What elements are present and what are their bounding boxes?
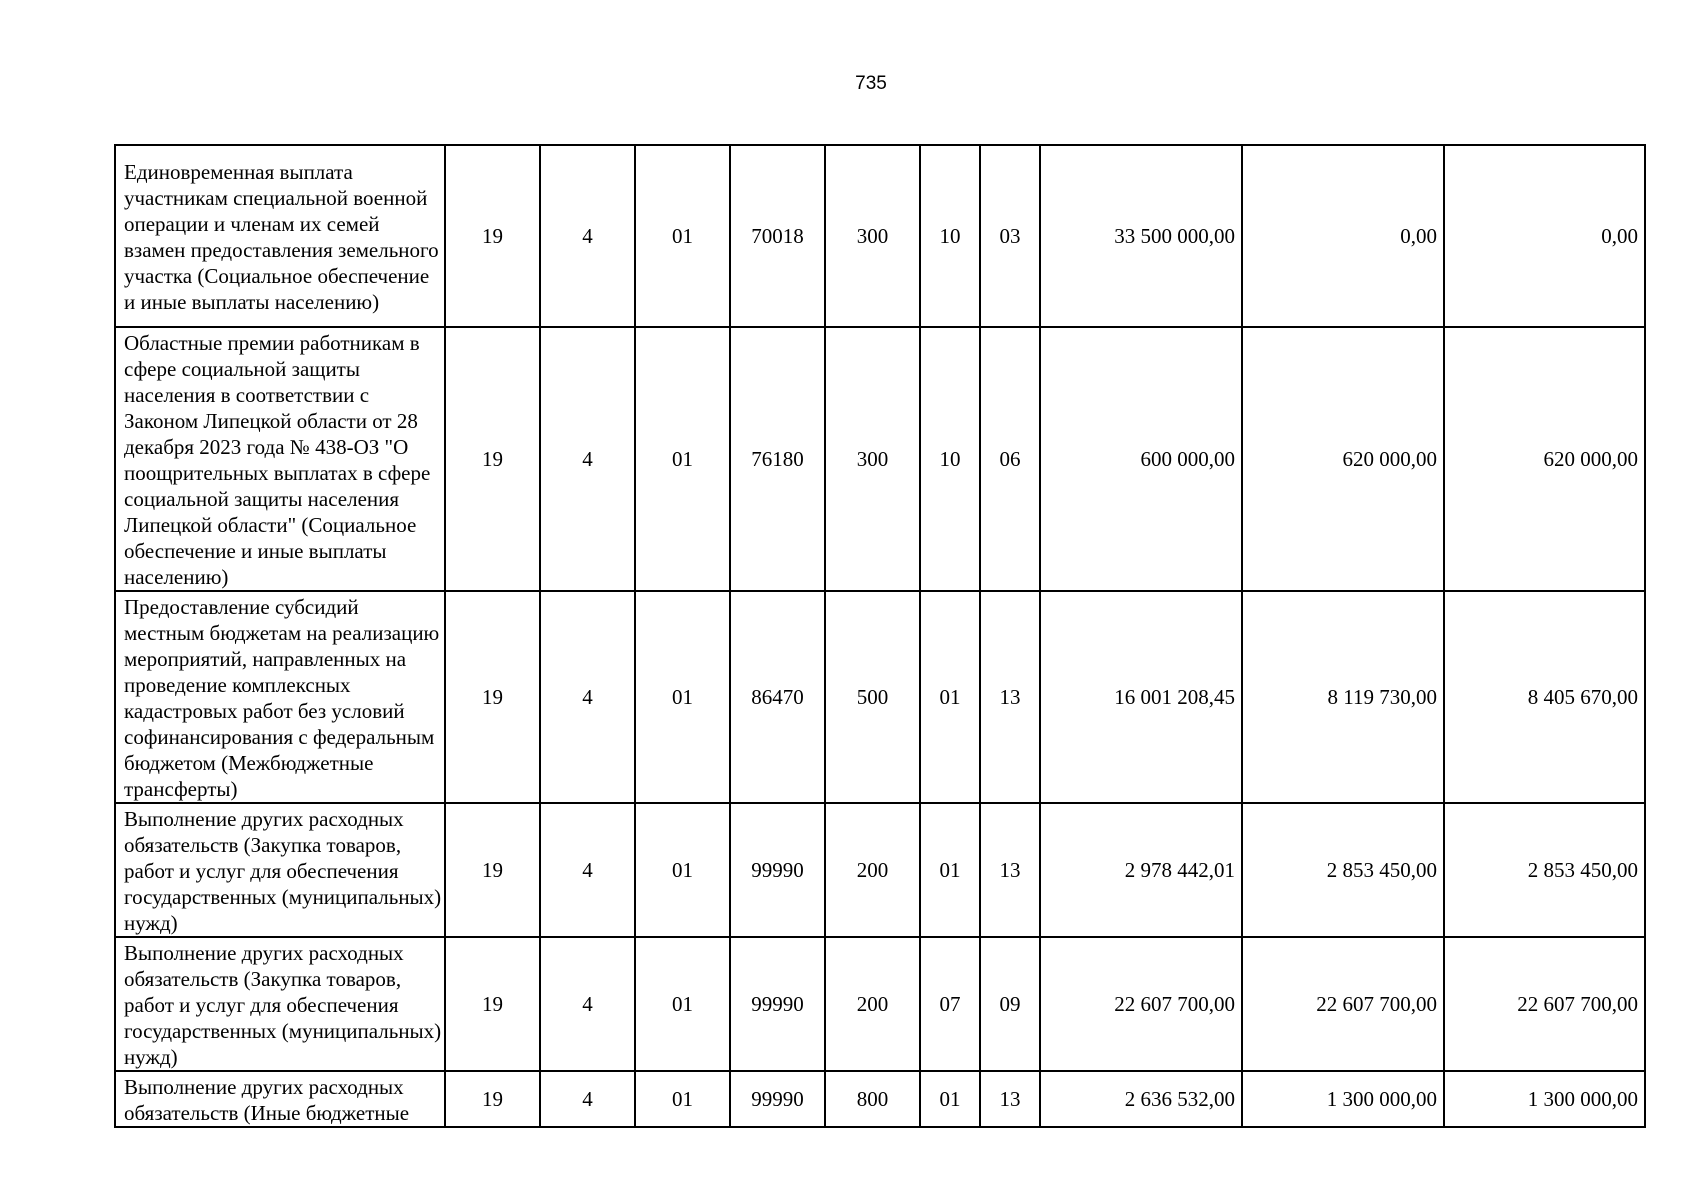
amount-year-3: 620 000,00 [1444,327,1645,591]
amount-year-2: 2 853 450,00 [1242,803,1444,937]
section-code: 10 [920,327,980,591]
table-row [115,803,1645,937]
expense-type-code: 800 [825,1071,920,1127]
row-description: Предоставление субсидий местным бюджетам на реализацию мероприятий, направленных на проведение комплексных кадастровых работ без условий софинансирования с федеральным бюджетом (Межбюджетные трансферты) [115,591,445,803]
amount-year-1: 2 978 442,01 [1040,803,1242,937]
event-code: 01 [635,327,730,591]
table-row [115,937,1645,1071]
row-description: Выполнение других расходных обязательств (Закупка товаров, работ и услуг для обеспечения государственных (муниципальных) нужд) [115,803,445,937]
subsection-code: 06 [980,327,1040,591]
event-code: 01 [635,803,730,937]
amount-year-1: 16 001 208,45 [1040,591,1242,803]
direction-code: 70018 [730,145,825,327]
direction-code: 86470 [730,591,825,803]
amount-year-1: 33 500 000,00 [1040,145,1242,327]
amount-year-3: 22 607 700,00 [1444,937,1645,1071]
amount-year-2: 8 119 730,00 [1242,591,1444,803]
subprogram-code: 4 [540,591,635,803]
amount-year-2: 1 300 000,00 [1242,1071,1444,1127]
subprogram-code: 4 [540,937,635,1071]
amount-year-2: 620 000,00 [1242,327,1444,591]
subprogram-code: 4 [540,1071,635,1127]
subsection-code: 13 [980,1071,1040,1127]
subprogram-code: 4 [540,803,635,937]
expense-type-code: 300 [825,327,920,591]
amount-year-3: 8 405 670,00 [1444,591,1645,803]
subsection-code: 09 [980,937,1040,1071]
event-code: 01 [635,145,730,327]
table-row [115,327,1645,591]
amount-year-1: 600 000,00 [1040,327,1242,591]
table-row [115,1071,1645,1127]
amount-year-2: 22 607 700,00 [1242,937,1444,1071]
row-description: Областные премии работникам в сфере социальной защиты населения в соответствии с Законом Липецкой области от 28 декабря 2023 года № 438-ОЗ "О поощрительных выплатах в сфере социальной защиты населения Липецкой области" (Социальное обеспечение и иные выплаты населению) [115,327,445,591]
program-code: 19 [445,327,540,591]
event-code: 01 [635,937,730,1071]
page-number: 735 [855,73,887,94]
event-code: 01 [635,591,730,803]
section-code: 10 [920,145,980,327]
program-code: 19 [445,1071,540,1127]
row-description: Выполнение других расходных обязательств (Иные бюджетные [115,1071,445,1127]
event-code: 01 [635,1071,730,1127]
table-row [115,145,1645,327]
direction-code: 99990 [730,803,825,937]
section-code: 01 [920,803,980,937]
row-description: Единовременная выплата участникам специальной военной операции и членам их семей взамен предоставления земельного участка (Социальное обеспечение и иные выплаты населению) [115,145,445,327]
subsection-code: 13 [980,591,1040,803]
section-code: 01 [920,1071,980,1127]
expense-type-code: 200 [825,803,920,937]
amount-year-3: 0,00 [1444,145,1645,327]
budget-table [114,144,1646,1128]
section-code: 01 [920,591,980,803]
expense-type-code: 500 [825,591,920,803]
direction-code: 99990 [730,1071,825,1127]
amount-year-3: 2 853 450,00 [1444,803,1645,937]
table-row [115,591,1645,803]
expense-type-code: 200 [825,937,920,1071]
program-code: 19 [445,803,540,937]
row-description: Выполнение других расходных обязательств (Закупка товаров, работ и услуг для обеспечения государственных (муниципальных) нужд) [115,937,445,1071]
amount-year-2: 0,00 [1242,145,1444,327]
subprogram-code: 4 [540,145,635,327]
program-code: 19 [445,937,540,1071]
expense-type-code: 300 [825,145,920,327]
amount-year-3: 1 300 000,00 [1444,1071,1645,1127]
program-code: 19 [445,591,540,803]
subsection-code: 03 [980,145,1040,327]
direction-code: 76180 [730,327,825,591]
amount-year-1: 22 607 700,00 [1040,937,1242,1071]
amount-year-1: 2 636 532,00 [1040,1071,1242,1127]
program-code: 19 [445,145,540,327]
subprogram-code: 4 [540,327,635,591]
subsection-code: 13 [980,803,1040,937]
direction-code: 99990 [730,937,825,1071]
section-code: 07 [920,937,980,1071]
